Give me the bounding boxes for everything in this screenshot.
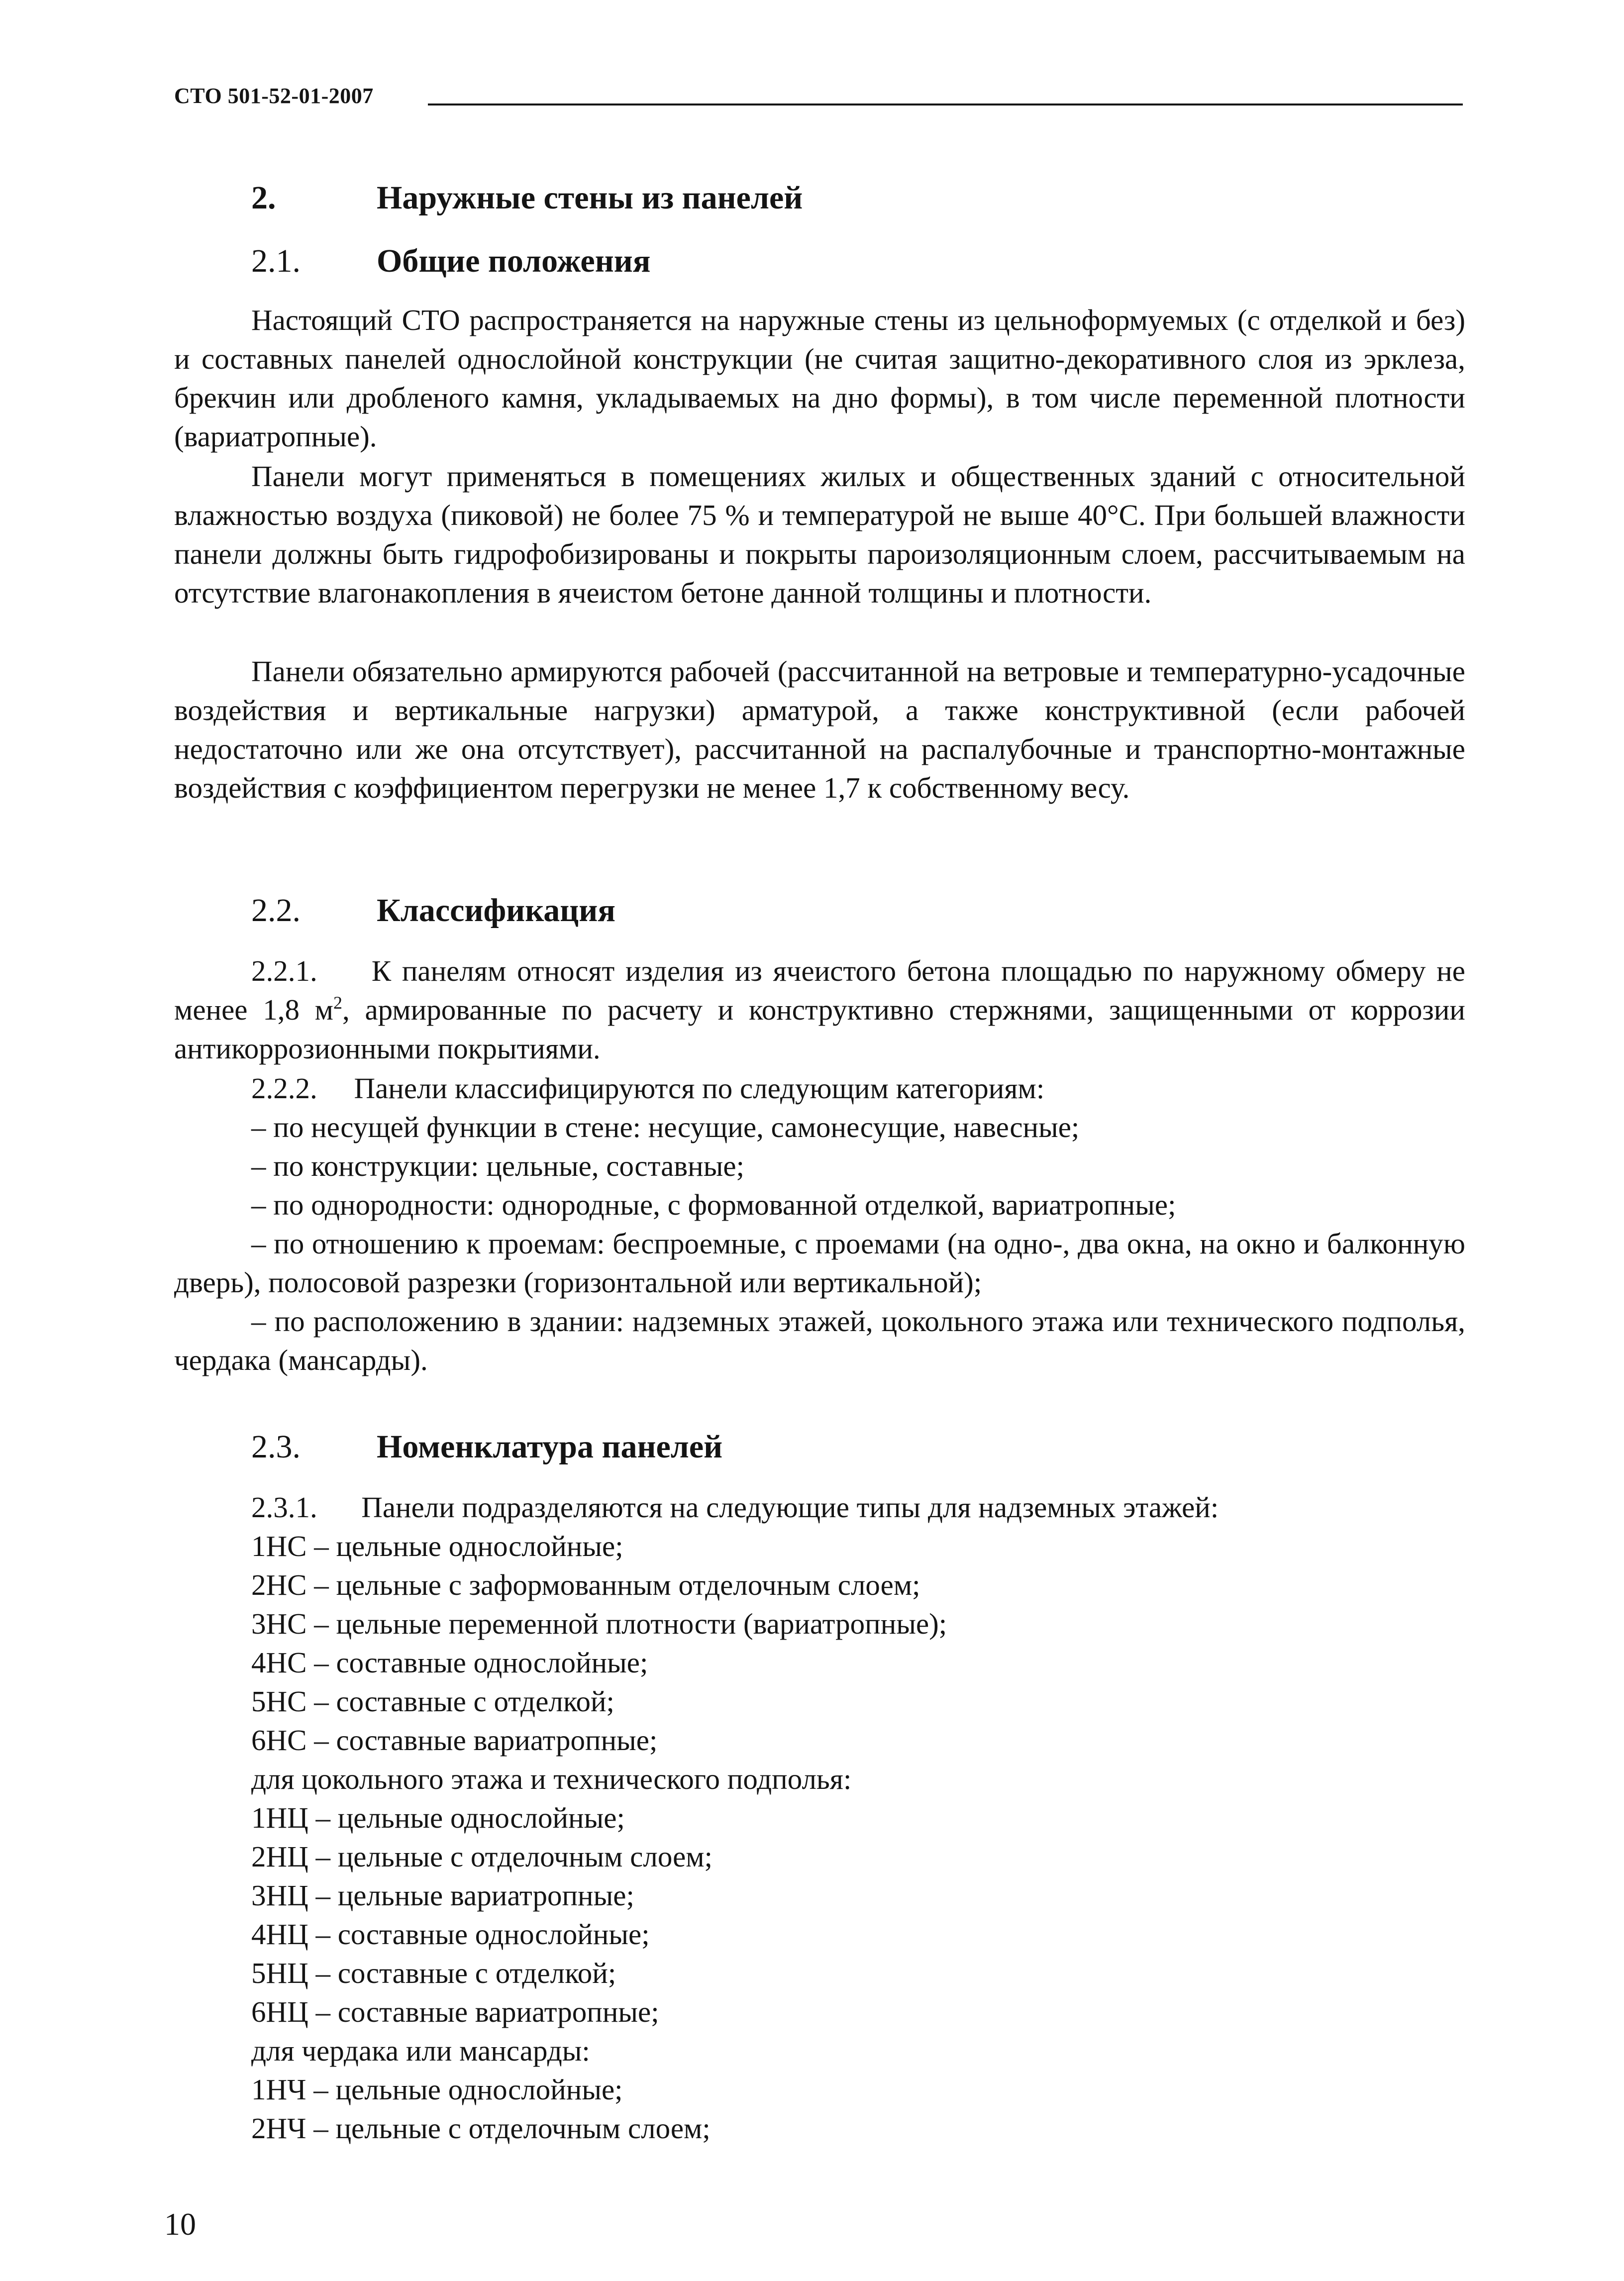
panel-type-line: 5НС – составные с отделкой; [251,1685,614,1718]
section-title: Наружные стены из панелей [377,180,803,216]
paragraph: Настоящий СТО распространяется на наружные стены из цельноформуемых (с отделкой и без) и составных панелей однослойной конструкции (не считая защитно-декоративного слоя из эрклеза, брекчин или дробленого камня, укладываемых на дно формы), в том числе переменной плотности (вариатропные). [174,304,1465,453]
document-code: СТО 501-52-01-2007 [174,84,374,108]
panel-type-line: 4НЦ – составные однослойные; [251,1918,650,1951]
clause-text-a: К панелям относят изделия из ячеистого бетона площадью по наружному обмеру не менее 1,8 м [174,954,1465,1026]
panel-type-line: 3НС – цельные переменной плотности (вариатропные); [251,1607,947,1640]
subsection-title: Общие положения [377,243,651,279]
clause-2-2-1 [174,951,1465,1068]
clause-text: Панели классифицируются по следующим категориям: [354,1072,1045,1105]
panel-type-line: 1НЧ – цельные однослойные; [251,2073,623,2106]
list-item: – по отношению к проемам: беспроемные, с проемами (на одно-, два окна, на окно и балконную дверь), полосовой разрезки (горизонтальной или вертикальной); [174,1227,1465,1299]
clause-2-2-2 [251,1069,1044,1108]
subsection-number: 2.2. [251,892,301,929]
page-header [174,74,1463,118]
subsection-number: 2.1. [251,243,301,279]
subsection-title: Классификация [377,892,615,929]
clause-number: 2.2.1. [251,954,317,987]
subsection-number: 2.3. [251,1429,301,1465]
list-item: – по расположению в здании: надземных этажей, цокольного этажа или технического подполья, чердака (мансарды). [174,1305,1465,1376]
section-number: 2. [251,180,276,216]
clause-text: Панели подразделяются на следующие типы для надземных этажей: [361,1491,1219,1524]
clause-2-3-1 [251,1488,1218,1527]
group-caption: для цокольного этажа и технического подполья: [251,1763,852,1795]
panel-type-line: 6НЦ – составные вариатропные; [251,1995,659,2028]
clause-text-b: , армированные по расчету и конструктивно стержнями, защищенными от коррозии антикоррозионными покрытиями. [174,993,1465,1065]
panel-type-line: 6НС – составные вариатропные; [251,1724,658,1757]
panel-type-line: 5НЦ – составные с отделкой; [251,1957,616,1989]
paragraph: Панели обязательно армируются рабочей (рассчитанной на ветровые и температурно-усадочные воздействия и вертикальные нагрузки) арматурой, а также конструктивной (если рабочей недостаточно или же она отсутствует), рассчитанной на распалубочные и транспортно-монтажные воздействия с коэффициентом перегрузки не менее 1,7 к собственному весу. [174,655,1465,804]
panel-type-line: 2НЦ – цельные с отделочным слоем; [251,1840,713,1873]
panel-type-line: 4НС – составные однослойные; [251,1646,648,1679]
clause-number: 2.2.2. [251,1072,317,1105]
list-item: – по конструкции: цельные, составные; [251,1149,744,1182]
superscript: 2 [333,993,343,1013]
panel-type-line: 1НЦ – цельные однослойные; [251,1801,625,1834]
subsection-title: Номенклатура панелей [377,1429,723,1465]
panel-type-line: 1НС – цельные однослойные; [251,1530,623,1562]
list-item: – по несущей функции в стене: несущие, самонесущие, навесные; [251,1111,1080,1143]
panel-type-line: 2НС – цельные с заформованным отделочным слоем; [251,1568,920,1601]
group-caption: для чердака или мансарды: [251,2034,590,2067]
clause-number: 2.3.1. [251,1491,317,1524]
header-rule [428,104,1463,105]
list-item: – по однородности: однородные, с формованной отделкой, вариатропные; [251,1188,1176,1221]
page-number: 10 [164,2206,196,2242]
paragraph: Панели могут применяться в помещениях жилых и общественных зданий с относительной влажностью воздуха (пиковой) не более 75 % и температурой не выше 40°С. При большей влажности панели должны быть гидрофобизированы и покрыты пароизоляционным слоем, рассчитываемым на отсутствие влагонакопления в ячеистом бетоне данной толщины и плотности. [174,460,1465,609]
panel-type-line: 3НЦ – цельные вариатропные; [251,1879,634,1912]
panel-type-line: 2НЧ – цельные с отделочным слоем; [251,2112,710,2145]
